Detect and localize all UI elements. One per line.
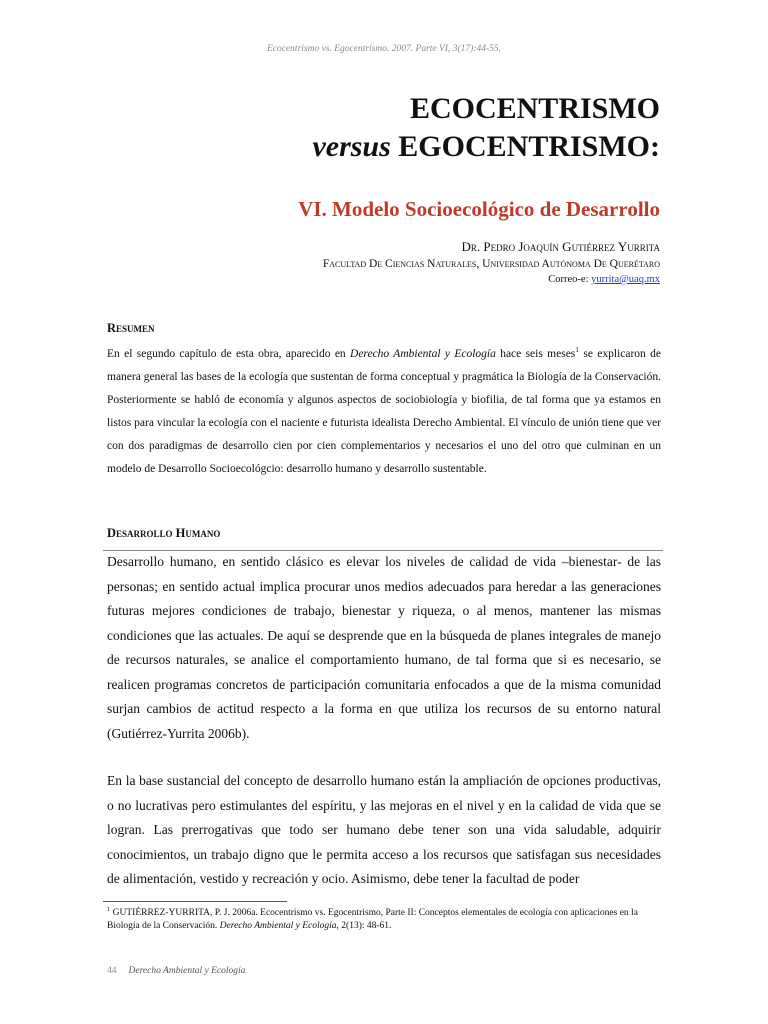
footnote-reference[interactable]: 1 [575,345,580,355]
footnote-text-b: , 2(13): 48-61. [336,921,392,931]
resumen-journal-ref: Derecho Ambiental y Ecología [350,348,496,360]
resumen-heading: Resumen [107,321,155,335]
title-line-2 [312,128,660,166]
running-header: Ecocentrismo vs. Egocentrismo. 2007. Parte VI, 3(17):44-55. [266,44,502,54]
footnote-journal: Derecho Ambiental y Ecología [219,921,337,931]
resumen-text-b: hace seis meses [495,348,576,360]
author-affiliation: Facultad De Ciencias Naturales, Universidad Autónoma De Querétaro [322,258,660,270]
footnote [107,907,667,933]
resumen-text-a: En el segundo capítulo de esta obra, aparecido en [107,348,351,360]
resumen-text-c: se explicaron de manera general las bases de la ecología que sustentan de forma conceptual y pragmática la Biología de la Conservación. Posteriormente se habló de economía y algunos aspectos de sociobiología y biofilia, de tal forma que ya estamos en listos para vincular la ecología con el naciente e futurista idealista Derecho Ambiental. El vínculo de unión tiene que ver con dos paradigmas de desarrollo cien por cien complementarios y necesarios el uno del otro que culminan en un modelo de Desarrollo Socioecológcio: desarrollo humano y desarrollo sustentable. [107,348,661,475]
email-link[interactable]: yurrita@uaq.mx [591,274,660,285]
desarrollo-heading: Desarrollo Humano [107,526,221,540]
title-line-1: ECOCENTRISMO [409,92,660,125]
subtitle: VI. Modelo Socioecológico de Desarrollo [298,197,660,221]
author-email [548,274,660,285]
page-number: 44 [107,966,117,976]
desarrollo-paragraph-1: Desarrollo humano, en sentido clásico es elevar los niveles de calidad de vida –bienestar- de las personas; en sentido actual implica procurar unos medios adecuados para heredar a las generaciones futuras mejores condiciones de trabajo, bienestar y riqueza, o al menos, mantener las mismas condiciones que las actuales. De aquí se desprende que en la búsqueda de planes integrales de manejo de recursos naturales, se analice el comportamiento humano, de tal forma que si es necesario, se realicen programas concretos de participación comunitaria enfocados a que de la misma comunidad surjan cambios de actitud respecto a la forma en que utiliza los recursos de su entorno natural (Gutiérrez-Yurrita 2006b). [107,554,661,741]
title-versus: versus [312,130,391,163]
author-name: Dr. Pedro Joaquín Gutiérrez Yurrita [461,239,660,254]
desarrollo-paragraph-2: En la base sustancial del concepto de desarrollo humano están la ampliación de opciones productivas, o no lucrativas pero estimulantes del espíritu, y las mejoras en el nivel y en la calidad de vida que se logran. Las prerrogativas que todo ser humano debe tener son una vida saludable, adquirir conocimientos, un trabajo digno que le permita acceso a los recursos que satisfagan sus necesidades de alimentación, vestido y recreación y ocio. Asimismo, debe tener la facultad de poder [107,773,661,886]
footer-journal: Derecho Ambiental y Ecología [128,966,246,976]
resumen-paragraph [107,343,661,481]
footnote-divider [103,901,287,902]
footnote-marker: 1 [107,905,111,913]
title-egocentrismo: EGOCENTRISMO: [390,130,660,163]
page-footer [107,966,245,976]
email-label: Correo-e: [548,274,592,285]
footnote-text-a: GUTIÉRREZ-YURRITA, P. J. 2006a. Ecocentrismo vs. Egocentrismo, Parte II: Conceptos elementales de ecología con aplicaciones en la Biología de la Conservación. [107,908,638,931]
